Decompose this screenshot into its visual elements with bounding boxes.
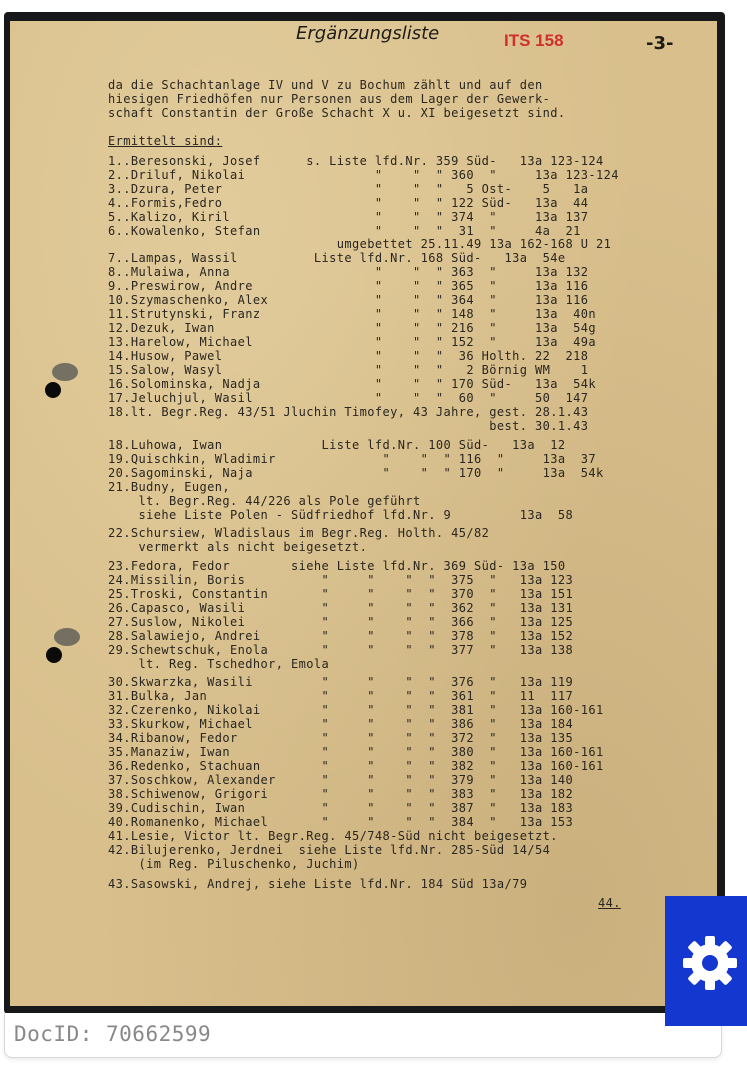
intro-line-2: hiesigen Friedhöfen nur Personen aus dem Lager der Gewerk- bbox=[108, 92, 551, 106]
entry-line: 36.Redenko, Stachuan " " " " 382 " 13a 160-161 bbox=[108, 759, 604, 773]
entry-line: 35.Manaziw, Iwan " " " " 380 " 13a 160-161 bbox=[108, 745, 604, 759]
entry-line: 28.Salawiejo, Andrei " " " " 378 " 13a 152 bbox=[108, 629, 574, 643]
entry-line: 19.Quischkin, Wladimir " " " 116 " 13a 37 bbox=[108, 452, 596, 466]
entry-line: 17.Jeluchjul, Wasil " " " 60 " 50 147 bbox=[108, 391, 589, 405]
entry-line: vermerkt als nicht beigesetzt. bbox=[108, 540, 368, 554]
entry-line: 37.Soschkow, Alexander " " " " 379 " 13a 140 bbox=[108, 773, 574, 787]
entry-line: lt. Reg. Tschedhor, Emola bbox=[108, 657, 330, 671]
punch-hole bbox=[46, 647, 62, 663]
page-number: -3- bbox=[646, 33, 674, 54]
entry-line: 18.Luhowa, Iwan Liste lfd.Nr. 100 Süd- 13a 12 bbox=[108, 438, 566, 452]
entry-line: 8..Mulaiwa, Anna " " " 363 " 13a 132 bbox=[108, 265, 589, 279]
entry-line: 31.Bulka, Jan " " " " 361 " 11 117 bbox=[108, 689, 574, 703]
entry-line: 42.Bilujerenko, Jerdnei siehe Liste lfd.Nr. 285-Süd 14/54 bbox=[108, 843, 551, 857]
entry-line: 23.Fedora, Fedor siehe Liste lfd.Nr. 369 Süd- 13a 150 bbox=[108, 559, 566, 573]
entry-line: 40.Romanenko, Michael " " " " 384 " 13a 153 bbox=[108, 815, 574, 829]
entry-line: 27.Suslow, Nikolei " " " " 366 " 13a 125 bbox=[108, 615, 574, 629]
entry-line: 9..Preswirow, Andre " " " 365 " 13a 116 bbox=[108, 279, 589, 293]
entry-line: 34.Ribanow, Fedor " " " " 372 " 13a 135 bbox=[108, 731, 574, 745]
document-page bbox=[10, 21, 717, 1006]
intro-line-1: da die Schachtanlage IV und V zu Bochum zählt und auf den bbox=[108, 78, 543, 92]
entry-line: 7..Lampas, Wassil Liste lfd.Nr. 168 Süd- 13a 54e bbox=[108, 251, 566, 265]
entry-line: 39.Cudischin, Iwan " " " " 387 " 13a 183 bbox=[108, 801, 574, 815]
docid-bar bbox=[4, 1013, 722, 1058]
intro-line-3: schaft Constantin der Große Schacht X u. XI beigesetzt sind. bbox=[108, 106, 566, 120]
entry-line: 15.Salow, Wasyl " " " 2 Börnig WM 1 bbox=[108, 363, 589, 377]
entry-line: 24.Missilin, Boris " " " " 375 " 13a 123 bbox=[108, 573, 574, 587]
entry-line: siehe Liste Polen - Südfriedhof lfd.Nr. 9 13a 58 bbox=[108, 508, 574, 522]
entry-line: 2..Driluf, Nikolai " " " 360 " 13a 123-124 bbox=[108, 168, 619, 182]
entry-line: 26.Capasco, Wasili " " " " 362 " 13a 131 bbox=[108, 601, 574, 615]
entry-line: 43.Sasowski, Andrej, siehe Liste lfd.Nr. 184 Süd 13a/79 bbox=[108, 877, 528, 891]
docid-value: 70662599 bbox=[106, 1022, 212, 1046]
punch-hole-shadow bbox=[54, 628, 80, 646]
entry-line: 11.Strutynski, Franz " " " 148 " 13a 40n bbox=[108, 307, 596, 321]
entry-line: 38.Schiwenow, Grigori " " " " 383 " 13a 182 bbox=[108, 787, 574, 801]
entry-line: 5..Kalizo, Kiril " " " 374 " 13a 137 bbox=[108, 210, 589, 224]
entry-line: 4..Formis,Fedro " " " 122 Süd- 13a 44 bbox=[108, 196, 589, 210]
entry-line: 21.Budny, Eugen, bbox=[108, 480, 230, 494]
entry-line: 41.Lesie, Victor lt. Begr.Reg. 45/748-Süd nicht beigesetzt. bbox=[108, 829, 558, 843]
entry-line: 18.lt. Begr.Reg. 43/51 Jluchin Timofey, 43 Jahre, gest. 28.1.43 bbox=[108, 405, 589, 419]
punch-hole-shadow bbox=[52, 363, 78, 381]
gear-icon bbox=[681, 934, 739, 992]
entry-line: 3..Dzura, Peter " " " 5 Ost- 5 1a bbox=[108, 182, 589, 196]
entry-line: 22.Schursiew, Wladislaus im Begr.Reg. Holth. 45/82 bbox=[108, 526, 490, 540]
entry-line: 16.Solominska, Nadja " " " 170 Süd- 13a 54k bbox=[108, 377, 596, 391]
docid-text bbox=[14, 1022, 211, 1046]
punch-hole bbox=[45, 382, 61, 398]
entry-line: 10.Szymaschenko, Alex " " " 364 " 13a 116 bbox=[108, 293, 589, 307]
entry-line: 6..Kowalenko, Stefan " " " 31 " 4a 21 bbox=[108, 224, 581, 238]
entry-line: 13.Harelow, Michael " " " 152 " 13a 49a bbox=[108, 335, 596, 349]
entry-line: 1..Beresonski, Josef s. Liste lfd.Nr. 359 Süd- 13a 123-124 bbox=[108, 154, 604, 168]
entry-line: 20.Sagominski, Naja " " " 170 " 13a 54k bbox=[108, 466, 604, 480]
entry-line: 32.Czerenko, Nikolai " " " " 381 " 13a 160-161 bbox=[108, 703, 604, 717]
entry-line: (im Reg. Piluschenko, Juchim) bbox=[108, 857, 360, 871]
entry-line: 25.Troski, Constantin " " " " 370 " 13a 151 bbox=[108, 587, 574, 601]
entry-line: 14.Husow, Pawel " " " 36 Holth. 22 218 bbox=[108, 349, 589, 363]
settings-button[interactable] bbox=[665, 896, 747, 1026]
section-heading: Ermittelt sind: bbox=[108, 134, 223, 148]
continuation-marker: 44. bbox=[598, 896, 621, 910]
handwritten-title: Ergänzungsliste bbox=[296, 23, 440, 44]
entry-line: 12.Dezuk, Iwan " " " 216 " 13a 54g bbox=[108, 321, 596, 335]
its-stamp: ITS 158 bbox=[504, 31, 564, 50]
docid-label: DocID: bbox=[14, 1022, 93, 1046]
entry-line: 33.Skurkow, Michael " " " " 386 " 13a 184 bbox=[108, 717, 574, 731]
entry-line: umgebettet 25.11.49 13a 162-168 U 21 bbox=[108, 237, 612, 251]
entry-line: lt. Begr.Reg. 44/226 als Pole geführt bbox=[108, 494, 421, 508]
entry-line: best. 30.1.43 bbox=[108, 419, 589, 433]
entry-line: 30.Skwarzka, Wasili " " " " 376 " 13a 119 bbox=[108, 675, 574, 689]
entry-line: 29.Schewtschuk, Enola " " " " 377 " 13a 138 bbox=[108, 643, 574, 657]
